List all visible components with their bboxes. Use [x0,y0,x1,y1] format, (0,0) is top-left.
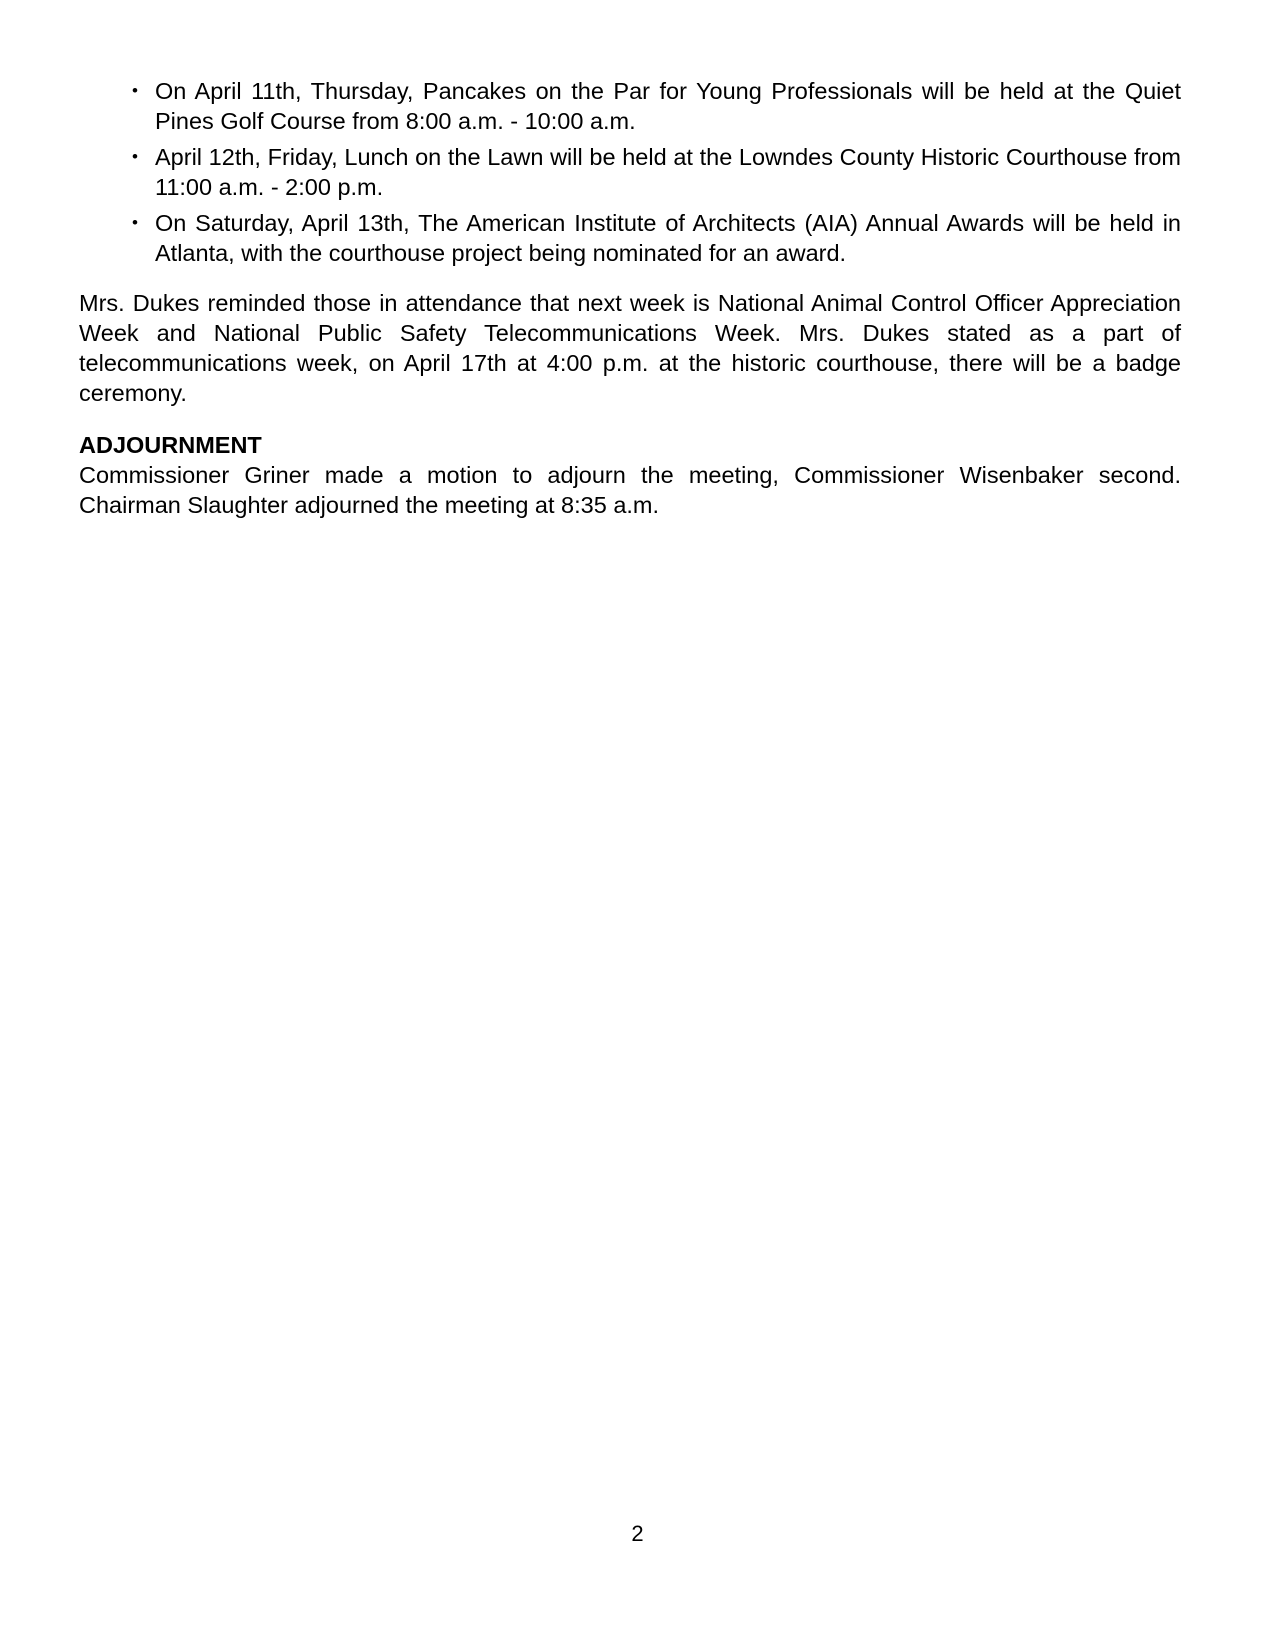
list-item [79,76,1181,136]
events-list [79,76,1181,268]
event-text: April 12th, Friday, Lunch on the Lawn will be held at the Lowndes County Historic Courthouse from 11:00 a.m. - 2:00 p.m. [155,144,1181,200]
bullet-icon: • [132,81,138,100]
list-item [79,142,1181,202]
list-item [79,208,1181,268]
page-number: 2 [631,1521,644,1546]
adjournment-heading: ADJOURNMENT [79,432,262,458]
bullet-icon: • [132,147,138,166]
event-text: On Saturday, April 13th, The American Institute of Architects (AIA) Annual Awards will be held in Atlanta, with the courthouse project being nominated for an award. [155,210,1181,266]
page-content [79,76,1181,520]
reminder-paragraph: Mrs. Dukes reminded those in attendance that next week is National Animal Control Officer Appreciation Week and National Public Safety Telecommunications Week. Mrs. Dukes stated as a part of telecommunications week, on April 17th at 4:00 p.m. at the historic courthouse, there will be a badge ceremony. [79,290,1181,406]
adjournment-paragraph: Commissioner Griner made a motion to adjourn the meeting, Commissioner Wisenbaker second. Chairman Slaughter adjourned the meeting at 8:35 a.m. [79,462,1181,518]
bullet-icon: • [132,213,138,232]
event-text: On April 11th, Thursday, Pancakes on the Par for Young Professionals will be held at the Quiet Pines Golf Course from 8:00 a.m. - 10:00 a.m. [155,78,1181,134]
